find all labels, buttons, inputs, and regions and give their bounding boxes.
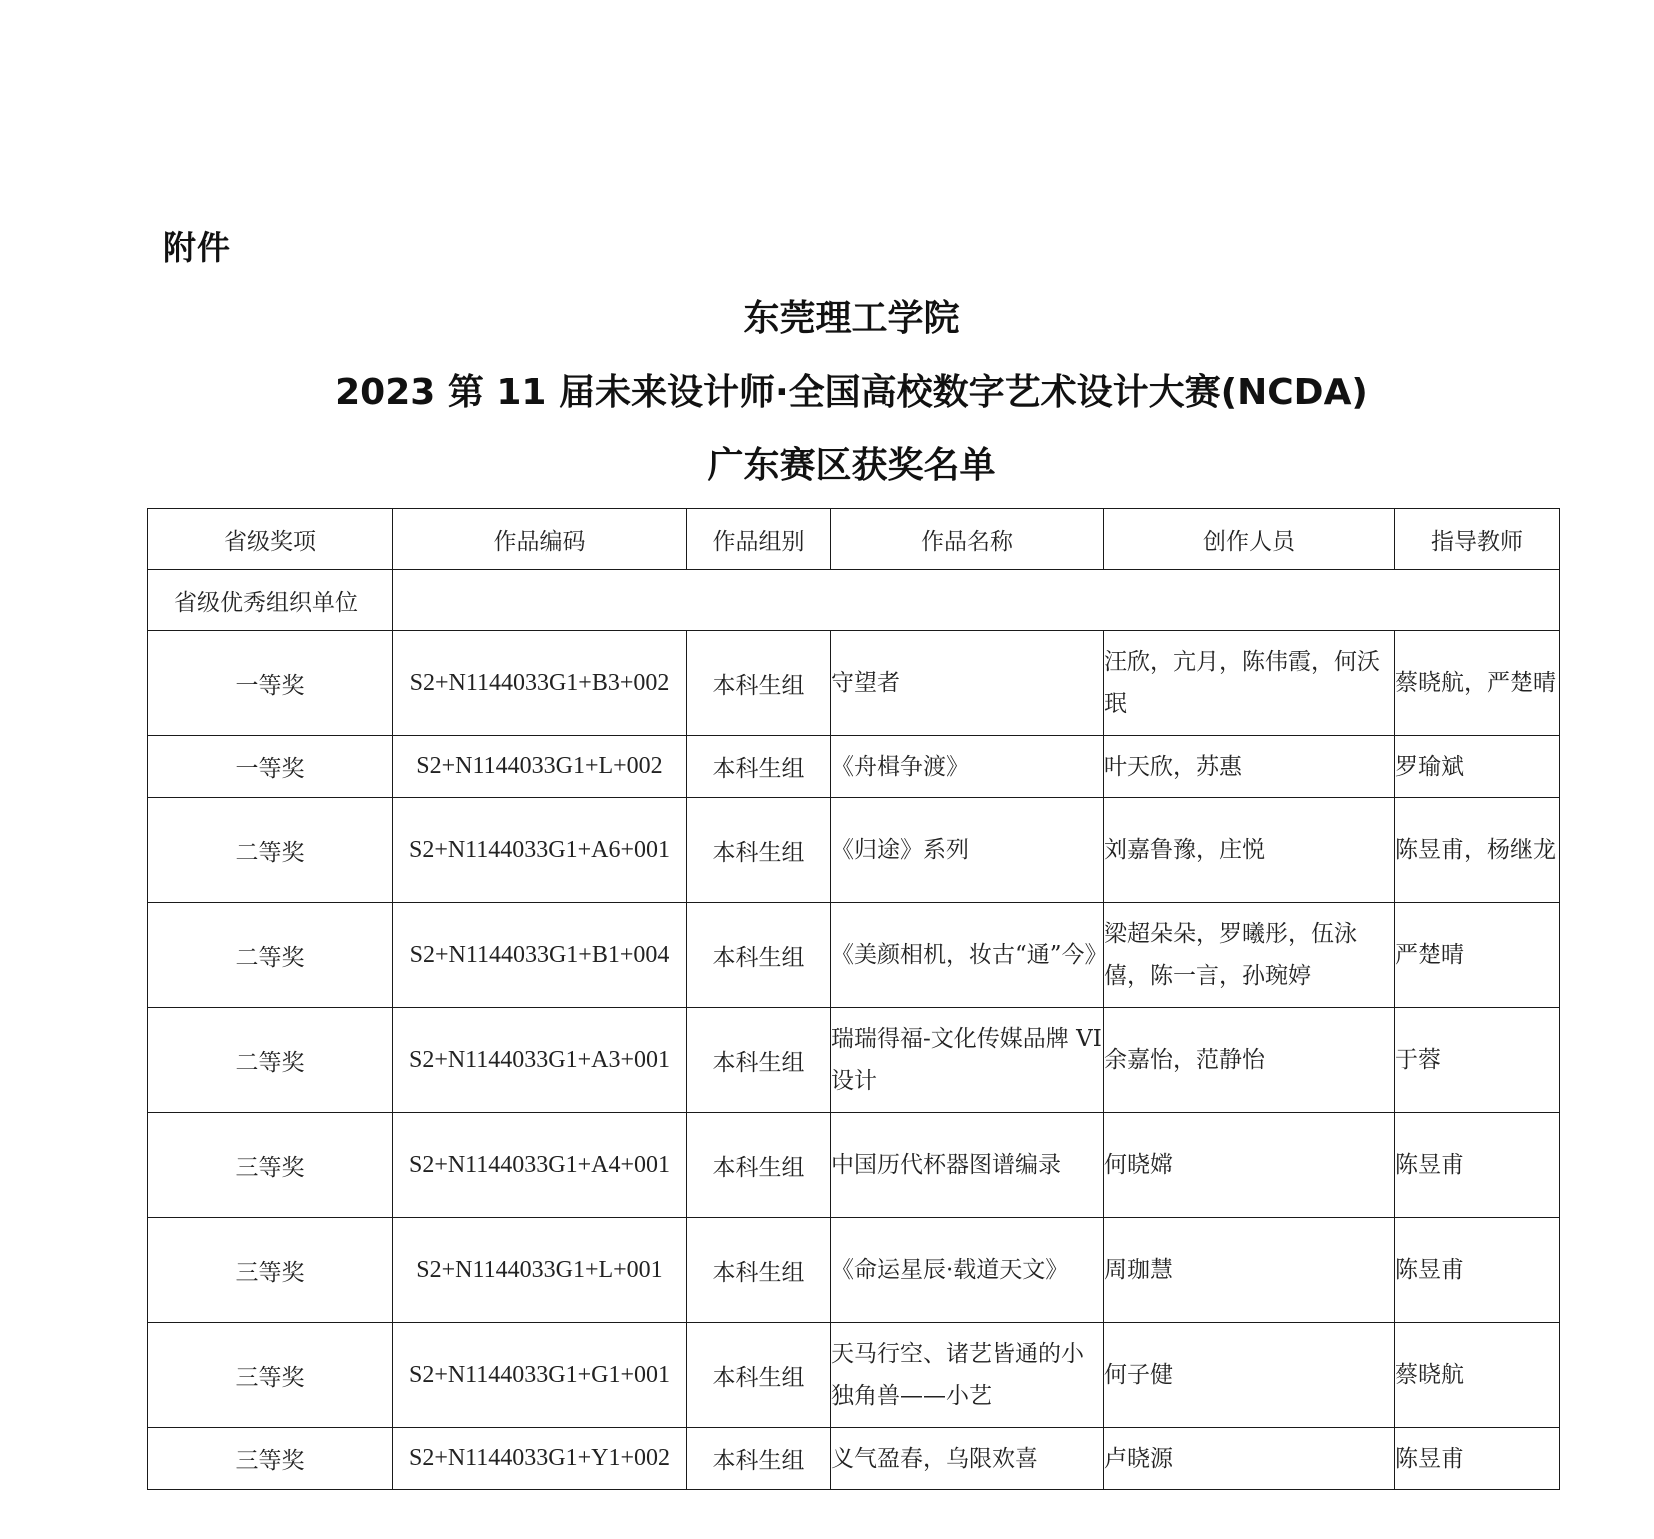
header-teacher: 指导教师 xyxy=(1395,509,1560,570)
cell-group: 本科生组 xyxy=(687,903,831,1008)
cell-creators: 周珈慧 xyxy=(1104,1218,1395,1323)
cell-teacher: 陈昱甫 xyxy=(1395,1428,1560,1490)
cell-award: 二等奖 xyxy=(148,1008,393,1113)
cell-creators: 卢晓源 xyxy=(1104,1428,1395,1490)
cell-work-name: 守望者 xyxy=(831,631,1104,736)
table-row xyxy=(148,1323,1560,1428)
cell-award: 三等奖 xyxy=(148,1218,393,1323)
cell-work-name: 《美颜相机，妆古“通”今》 xyxy=(831,903,1104,1008)
table-row xyxy=(148,1113,1560,1218)
title-competition: 2023 第 11 届未来设计师·全国高校数字艺术设计大赛(NCDA) xyxy=(335,372,1368,413)
table-row xyxy=(148,1008,1560,1113)
header-award: 省级奖项 xyxy=(148,509,393,570)
table-row xyxy=(148,798,1560,903)
table-row xyxy=(148,1218,1560,1323)
cell-award: 二等奖 xyxy=(148,798,393,903)
cell-work-name: 《命运星辰·载道天文》 xyxy=(831,1218,1104,1323)
cell-creators: 何晓嫦 xyxy=(1104,1113,1395,1218)
cell-creators: 何子健 xyxy=(1104,1323,1395,1428)
cell-group: 本科生组 xyxy=(687,736,831,798)
attachment-label: 附件 xyxy=(163,228,231,267)
cell-group: 本科生组 xyxy=(687,1323,831,1428)
cell-code: S2+N1144033G1+A6+001 xyxy=(393,798,687,903)
cell-teacher: 蔡晓航 xyxy=(1395,1323,1560,1428)
title-institution: 东莞理工学院 xyxy=(743,298,960,339)
award-table xyxy=(147,508,1560,1490)
cell-code: S2+N1144033G1+B3+002 xyxy=(393,631,687,736)
header-group: 作品组别 xyxy=(687,509,831,570)
cell-code: S2+N1144033G1+L+001 xyxy=(393,1218,687,1323)
table-row xyxy=(148,903,1560,1008)
header-work-name: 作品名称 xyxy=(831,509,1104,570)
cell-teacher: 蔡晓航，严楚晴 xyxy=(1395,631,1560,736)
cell-work-name: 天马行空、诸艺皆通的小独角兽——小艺 xyxy=(831,1323,1104,1428)
org-unit-label: 省级优秀组织单位 xyxy=(148,570,393,631)
org-unit-value xyxy=(393,570,1560,631)
cell-code: S2+N1144033G1+Y1+002 xyxy=(393,1428,687,1490)
cell-code: S2+N1144033G1+G1+001 xyxy=(393,1323,687,1428)
cell-work-name: 义气盈春，乌限欢喜 xyxy=(831,1428,1104,1490)
cell-creators: 汪欣，亢月，陈伟霞，何沃珉 xyxy=(1104,631,1395,736)
cell-teacher: 严楚晴 xyxy=(1395,903,1560,1008)
cell-creators: 余嘉怡，范静怡 xyxy=(1104,1008,1395,1113)
cell-teacher: 罗瑜斌 xyxy=(1395,736,1560,798)
cell-group: 本科生组 xyxy=(687,1428,831,1490)
cell-teacher: 陈昱甫 xyxy=(1395,1113,1560,1218)
cell-award: 二等奖 xyxy=(148,903,393,1008)
cell-code: S2+N1144033G1+A3+001 xyxy=(393,1008,687,1113)
header-creators: 创作人员 xyxy=(1104,509,1395,570)
cell-code: S2+N1144033G1+L+002 xyxy=(393,736,687,798)
cell-creators: 叶天欣，苏惠 xyxy=(1104,736,1395,798)
cell-work-name: 瑞瑞得福-文化传媒品牌 VI 设计 xyxy=(831,1008,1104,1113)
table-row xyxy=(148,631,1560,736)
cell-teacher: 陈昱甫，杨继龙 xyxy=(1395,798,1560,903)
header-code: 作品编码 xyxy=(393,509,687,570)
title-award-list: 广东赛区获奖名单 xyxy=(707,445,996,486)
table-header-row xyxy=(148,509,1560,570)
cell-code: S2+N1144033G1+B1+004 xyxy=(393,903,687,1008)
cell-group: 本科生组 xyxy=(687,1008,831,1113)
cell-group: 本科生组 xyxy=(687,631,831,736)
cell-teacher: 于蓉 xyxy=(1395,1008,1560,1113)
cell-group: 本科生组 xyxy=(687,798,831,903)
cell-award: 一等奖 xyxy=(148,736,393,798)
cell-award: 一等奖 xyxy=(148,631,393,736)
cell-teacher: 陈昱甫 xyxy=(1395,1218,1560,1323)
cell-code: S2+N1144033G1+A4+001 xyxy=(393,1113,687,1218)
cell-creators: 梁超朵朵，罗曦彤，伍泳僖，陈一言，孙琬婷 xyxy=(1104,903,1395,1008)
cell-award: 三等奖 xyxy=(148,1113,393,1218)
cell-award: 三等奖 xyxy=(148,1323,393,1428)
cell-creators: 刘嘉鲁豫，庄悦 xyxy=(1104,798,1395,903)
table-row xyxy=(148,736,1560,798)
cell-group: 本科生组 xyxy=(687,1218,831,1323)
cell-work-name: 《舟楫争渡》 xyxy=(831,736,1104,798)
cell-group: 本科生组 xyxy=(687,1113,831,1218)
table-row xyxy=(148,1428,1560,1490)
cell-work-name: 中国历代杯器图谱编录 xyxy=(831,1113,1104,1218)
org-unit-row xyxy=(148,570,1560,631)
cell-award: 三等奖 xyxy=(148,1428,393,1490)
cell-work-name: 《归途》系列 xyxy=(831,798,1104,903)
